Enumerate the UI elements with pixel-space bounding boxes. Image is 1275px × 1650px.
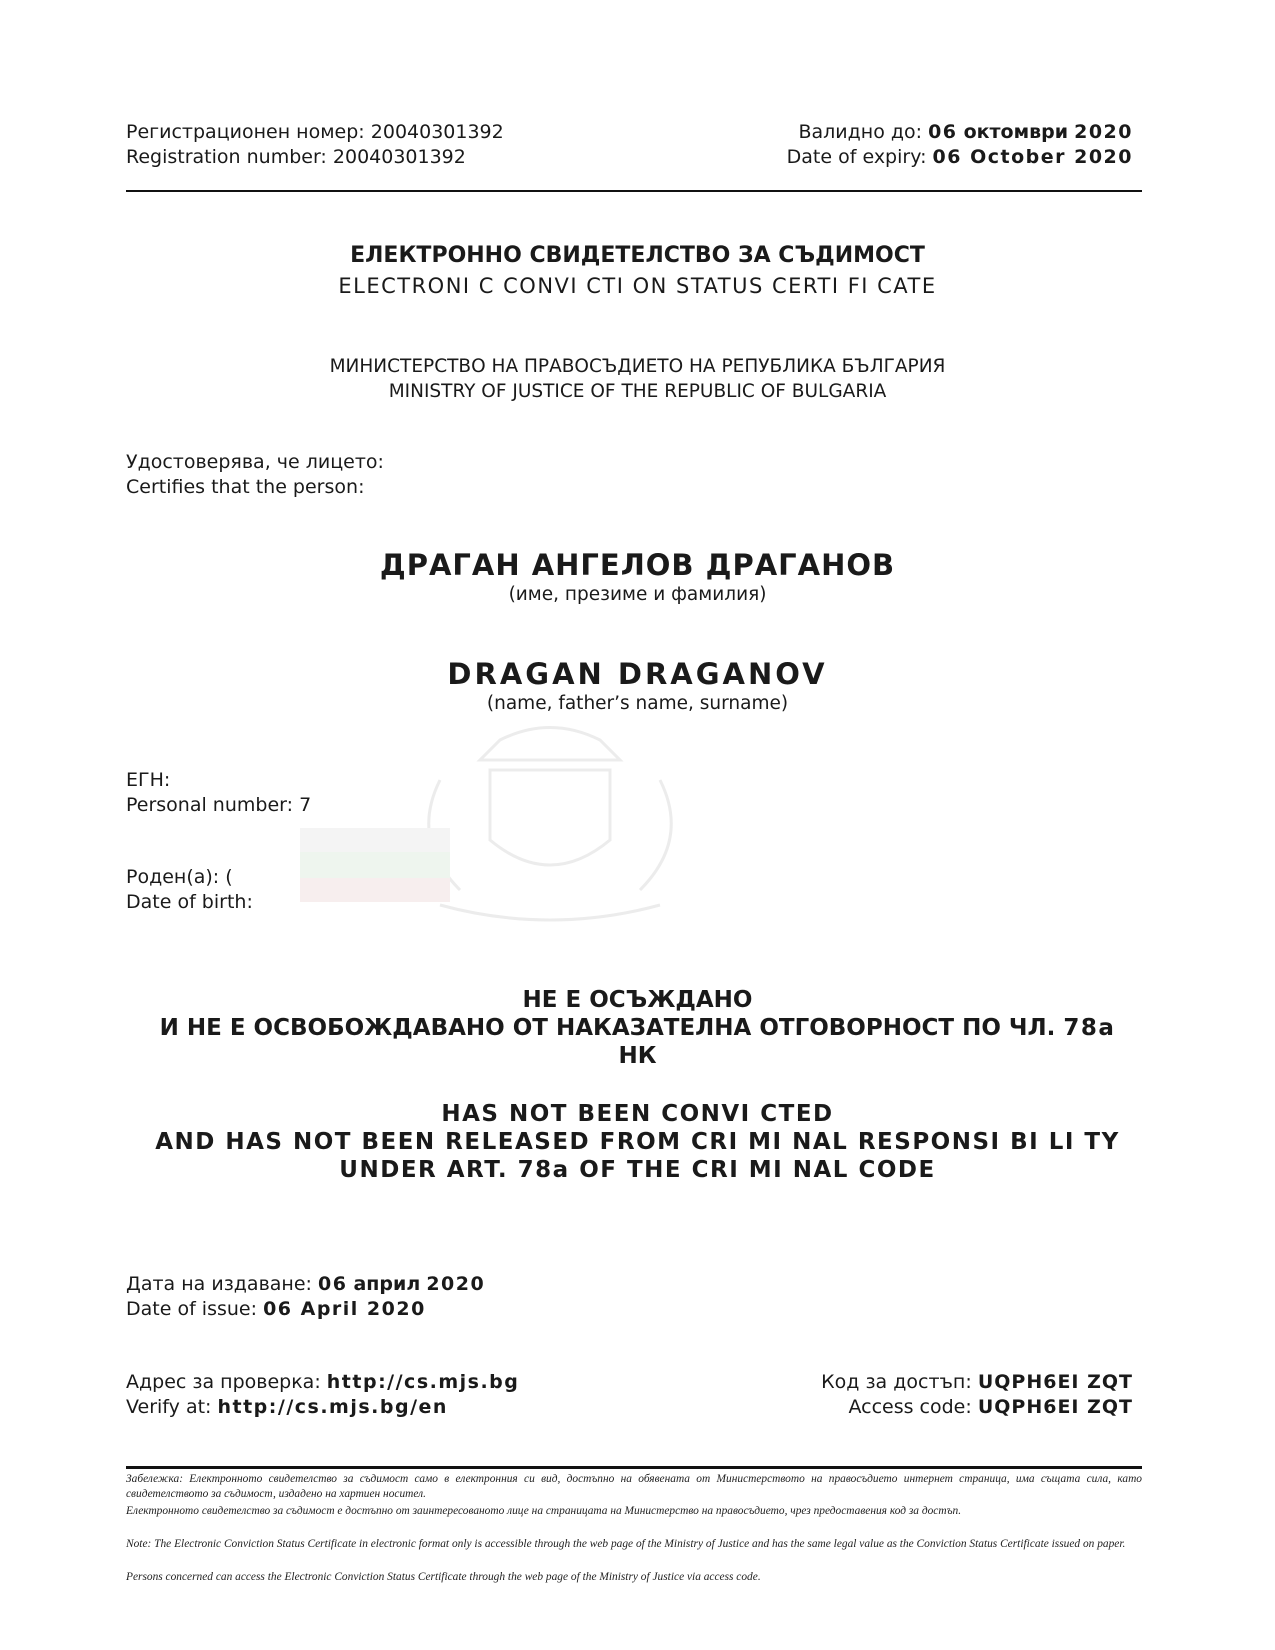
- issue-day-bg: 06: [317, 1273, 348, 1295]
- status-line3-bg: НК: [618, 1043, 657, 1069]
- expiry-date-en: [787, 145, 1133, 170]
- person-name-caption-en: (name, father’s name, surname): [486, 693, 789, 714]
- issue-label-en: Date of issue:: [126, 1298, 258, 1320]
- issue-date-en: [126, 1297, 426, 1322]
- registration-value-en: 20040301392: [332, 146, 466, 168]
- footnote-bg-2: Електронното свидетелство за съдимост е достъпно от заинтересованото лице на страницата на Министерство на правосъдието, чрез предоставения код за достъп.: [126, 1505, 962, 1517]
- person-name-bg: ДРАГАН АНГЕЛОВ ДРАГАНОВ: [379, 548, 896, 582]
- date-of-birth-label-bg: Роден(а):: [126, 866, 220, 888]
- verify-label-en: Verify at:: [126, 1396, 212, 1418]
- expiry-month-bg: октомври: [963, 121, 1069, 143]
- date-of-birth-bg: [126, 865, 231, 890]
- status-line2-en: AND HAS NOT BEEN RELEASED FROM CRI MI NAL RESPONSI BI LI TY: [155, 1129, 1120, 1155]
- status-line3-en: UNDER ART. 78a OF THE CRI MI NAL CODE: [339, 1157, 936, 1183]
- expiry-day-bg: 06: [928, 121, 958, 143]
- person-name-en: DRAGAN DRAGANOV: [447, 657, 828, 691]
- access-code-value-en: UQPH6EI ZQT: [977, 1396, 1133, 1418]
- expiry-label-bg: Валидно до:: [798, 121, 923, 143]
- ministry-name-en: MINISTRY OF JUSTICE OF THE REPUBLIC OF BULGARIA: [388, 381, 887, 402]
- header-divider: [126, 190, 1142, 192]
- date-of-birth-label-en: Date of birth:: [126, 891, 253, 913]
- access-code-bg: [821, 1370, 1133, 1395]
- issue-month-bg: април: [353, 1273, 421, 1295]
- issue-date-bg: [126, 1272, 485, 1297]
- document-title-bg: ЕЛЕКТРОННО СВИДЕТЕЛСТВО ЗА СЪДИМОСТ: [350, 243, 925, 268]
- verify-url-bg[interactable]: http://cs.mjs.bg: [326, 1371, 520, 1393]
- personal-number-en: [126, 793, 312, 818]
- document-title-en: ELECTRONI C CONVI CTI ON STATUS CERTI FI CATE: [338, 274, 937, 298]
- registration-number-en: [126, 145, 466, 170]
- issue-label-bg: Дата на издаване:: [126, 1273, 312, 1295]
- expiry-value-en: 06 October 2020: [932, 146, 1133, 168]
- verify-url-en[interactable]: http://cs.mjs.bg/en: [217, 1396, 448, 1418]
- registration-label-bg: Регистрационен номер:: [126, 121, 365, 143]
- personal-number-label-en: Personal number:: [126, 794, 294, 816]
- ministry-name-bg: МИНИСТЕРСТВО НА ПРАВОСЪДИЕТО НА РЕПУБЛИКА БЪЛГАРИЯ: [329, 356, 946, 377]
- status-line1-en: HAS NOT BEEN CONVI CTED: [441, 1101, 834, 1127]
- registration-number-bg: [126, 120, 504, 145]
- status-line2-bg: [0, 1014, 1275, 1042]
- registration-value-bg: 20040301392: [370, 121, 504, 143]
- certifies-label-en: Certifies that the person:: [126, 476, 365, 498]
- registration-label-en: Registration number:: [126, 146, 327, 168]
- expiry-year-bg: 2020: [1074, 121, 1133, 143]
- status-line1-bg: НЕ Е ОСЪЖДАНО: [522, 987, 753, 1013]
- personal-number-label-bg: ЕГН:: [126, 769, 171, 791]
- footnote-en-1: Note: The Electronic Conviction Status Certificate in electronic format only is accessible through the web page of the Ministry of Justice and has the same legal value as the Conviction Status Certificate issued on paper.: [126, 1538, 1126, 1550]
- coat-of-arms-watermark: [290, 720, 790, 930]
- issue-value-en: 06 April 2020: [263, 1298, 426, 1320]
- expiry-label-en: Date of expiry:: [786, 146, 927, 168]
- access-code-label-bg: Код за достъп:: [821, 1371, 972, 1393]
- issue-year-bg: 2020: [426, 1273, 486, 1295]
- verify-address-en: [126, 1395, 448, 1420]
- access-code-value-bg: UQPH6EI ZQT: [977, 1371, 1133, 1393]
- certifies-label-bg: Удостоверява, че лицето:: [126, 451, 384, 473]
- status-line2-article-bg: 78а: [1063, 1015, 1116, 1041]
- verify-address-bg: [126, 1370, 519, 1395]
- access-code-en: [848, 1395, 1133, 1420]
- access-code-label-en: Access code:: [848, 1396, 972, 1418]
- date-of-birth-fragment: (: [225, 866, 233, 888]
- status-line2-text-bg: И НЕ Е ОСВОБОЖДАВАНО ОТ НАКАЗАТЕЛНА ОТГОВОРНОСТ ПО ЧЛ.: [159, 1015, 1056, 1041]
- footnote-bg-1: Забележка: Електронното свидетелство за съдимост само в електронния си вид, достъпно на обявената от Министерството на правосъдието интернет страница, има същата сила, като свидетелството за съдимост, издадено на хартиен носител.: [126, 1473, 1142, 1500]
- footer-divider: [126, 1466, 1142, 1469]
- personal-number-fragment: 7: [299, 794, 312, 816]
- footnote-en-2: Persons concerned can access the Electronic Conviction Status Certificate through the web page of the Ministry of Justice via access code.: [126, 1571, 761, 1583]
- verify-label-bg: Адрес за проверка:: [126, 1371, 321, 1393]
- expiry-date-bg: [798, 120, 1133, 145]
- person-name-caption-bg: (име, презиме и фамилия): [508, 584, 767, 605]
